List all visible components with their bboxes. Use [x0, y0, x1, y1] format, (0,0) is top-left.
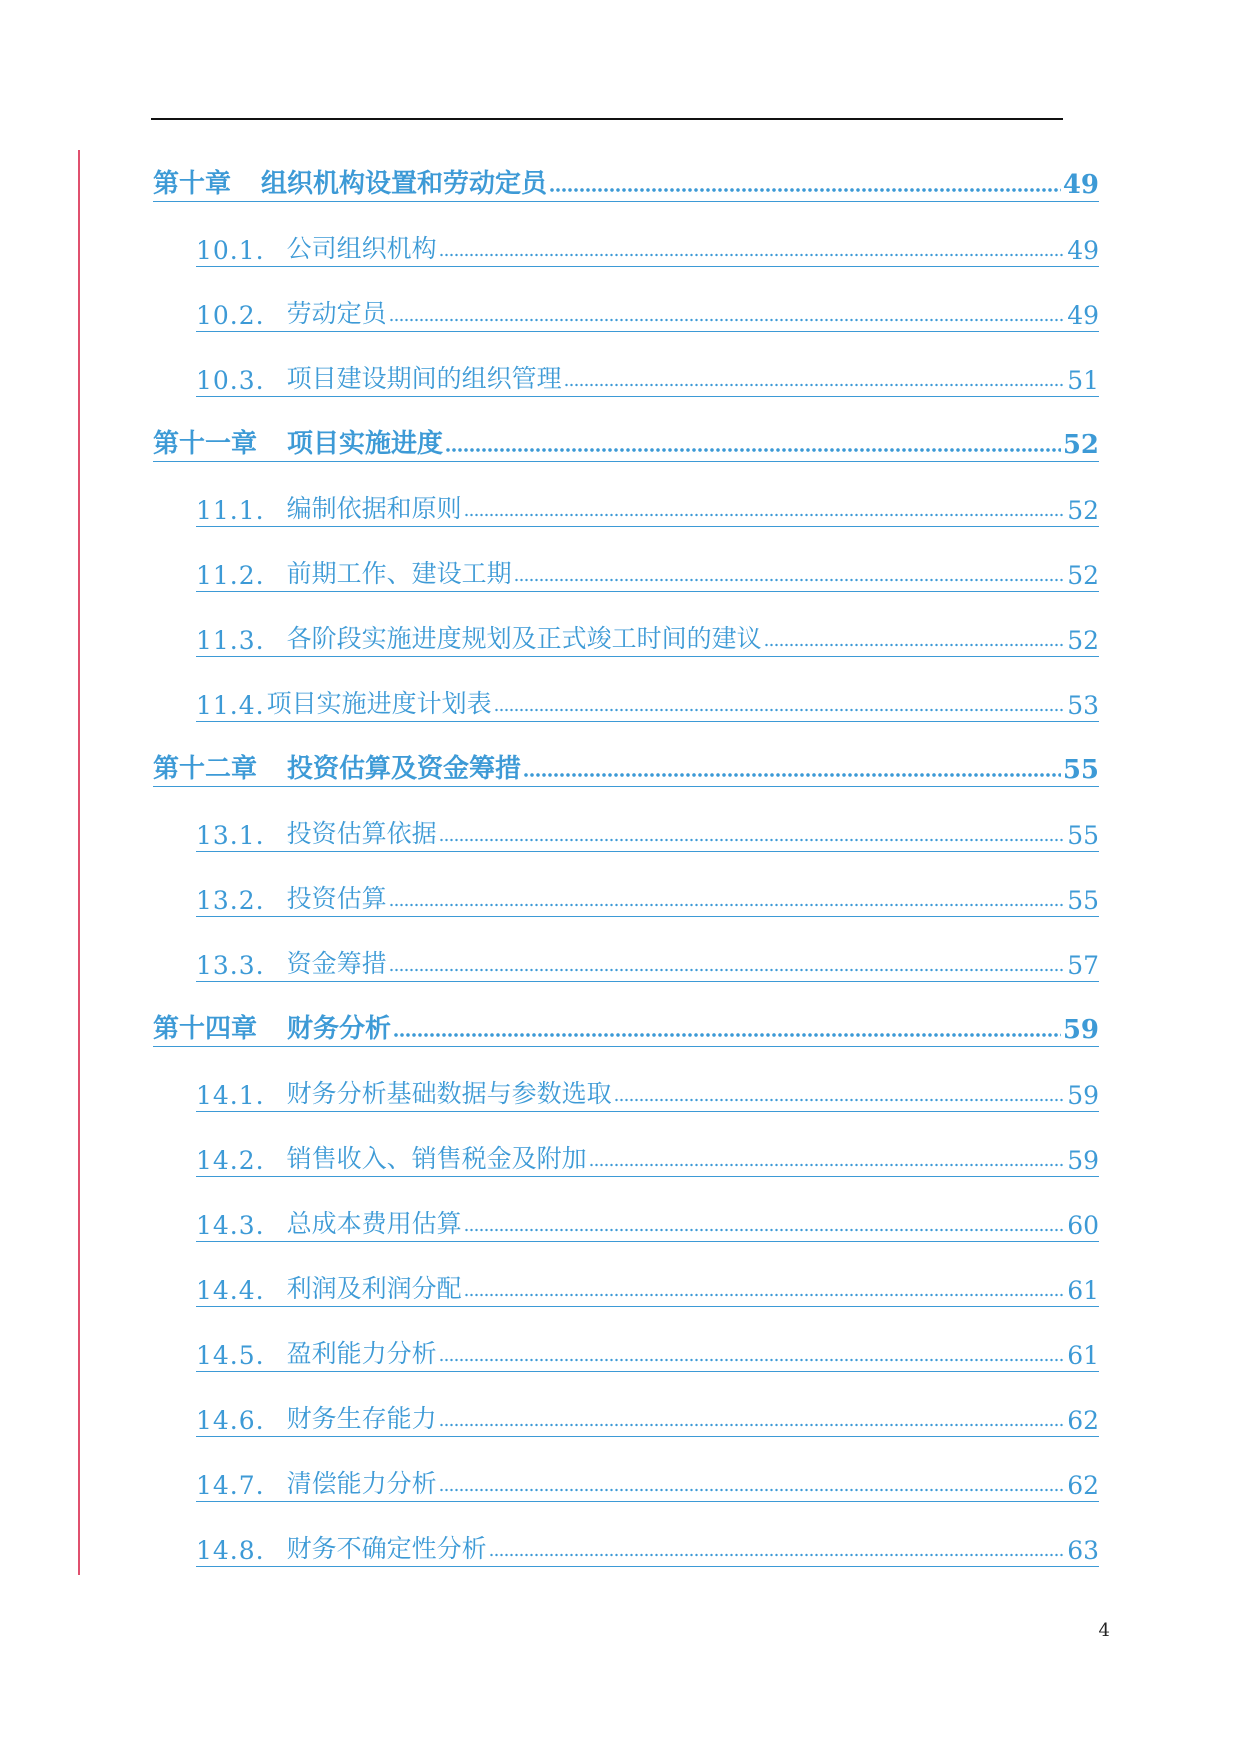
toc-entry-title: 项目建设期间的组织管理: [286, 364, 562, 393]
toc-chapter-11[interactable]: [153, 422, 1099, 462]
toc-entry-number: 10.1.: [196, 236, 265, 265]
toc-entry-number: 11.2.: [196, 561, 265, 590]
toc-entry-number: 14.3.: [196, 1211, 265, 1240]
dot-leader: [439, 1421, 1066, 1429]
toc-entry-number: 第十四章: [153, 1014, 258, 1044]
toc-entry-page: 52: [1067, 626, 1099, 655]
toc-entry-title: 投资估算及资金筹措: [287, 754, 522, 784]
toc-entry-page: 62: [1067, 1471, 1099, 1500]
toc-entry-number: 10.3.: [196, 366, 265, 395]
toc-entry-number: 10.2.: [196, 301, 265, 330]
toc-entry-page: 55: [1067, 821, 1099, 850]
toc-entry-number: 13.1.: [196, 821, 265, 850]
toc-entry-page: 61: [1067, 1276, 1099, 1305]
dot-leader: [389, 316, 1066, 324]
toc-entry-page: 59: [1067, 1146, 1099, 1175]
dot-leader: [549, 186, 1061, 194]
toc-section-14-8[interactable]: [196, 1527, 1099, 1567]
toc-entry-title: 劳动定员: [286, 299, 387, 328]
toc-section-10-3[interactable]: [196, 357, 1099, 397]
toc-entry-number: 14.7.: [196, 1471, 265, 1500]
toc-entry-title: 编制依据和原则: [286, 494, 462, 523]
toc-entry-title: 财务分析: [287, 1014, 392, 1044]
toc-entry-page: 62: [1067, 1406, 1099, 1435]
toc-entry-title: 盈利能力分析: [286, 1339, 437, 1368]
toc-entry-title: 财务不确定性分析: [286, 1534, 487, 1563]
toc-entry-page: 49: [1067, 236, 1099, 265]
toc-entry-title: 总成本费用估算: [286, 1209, 462, 1238]
toc-entry-number: 14.2.: [196, 1146, 265, 1175]
toc-entry-page: 63: [1067, 1536, 1099, 1565]
toc-entry-page: 60: [1067, 1211, 1099, 1240]
dot-leader: [489, 1551, 1066, 1559]
dot-leader: [514, 576, 1066, 584]
toc-section-14-4[interactable]: [196, 1267, 1099, 1307]
toc-entry-title: 项目实施进度: [287, 429, 444, 459]
toc-entry-page: 52: [1067, 496, 1099, 525]
dot-leader: [464, 1291, 1066, 1299]
toc-chapter-14[interactable]: [153, 1007, 1099, 1047]
dot-leader: [389, 901, 1066, 909]
toc-entry-number: 11.1.: [196, 496, 265, 525]
toc-entry-number: 13.3.: [196, 951, 265, 980]
toc-entry-page: 59: [1067, 1081, 1099, 1110]
dot-leader: [439, 836, 1066, 844]
toc-entry-title: 投资估算依据: [286, 819, 437, 848]
toc-entry-title: 利润及利润分配: [286, 1274, 462, 1303]
toc-section-14-5[interactable]: [196, 1332, 1099, 1372]
toc-entry-number: 14.5.: [196, 1341, 265, 1370]
toc-entry-title: 资金筹措: [286, 949, 387, 978]
toc-entry-number: 第十一章: [153, 429, 258, 459]
toc-section-10-2[interactable]: [196, 292, 1099, 332]
toc-entry-number: 14.1.: [196, 1081, 265, 1110]
toc-entry-title: 项目实施进度计划表: [266, 689, 492, 718]
dot-leader: [445, 446, 1061, 454]
toc-section-13-2[interactable]: [196, 877, 1099, 917]
toc-entry-number: 14.8.: [196, 1536, 265, 1565]
toc-entry-title: 公司组织机构: [286, 234, 437, 263]
dot-leader: [564, 381, 1066, 389]
dot-leader: [464, 1226, 1066, 1234]
toc-chapter-10[interactable]: [153, 162, 1099, 202]
toc-section-14-6[interactable]: [196, 1397, 1099, 1437]
toc-entry-number: 11.4.: [196, 691, 265, 720]
dot-leader: [439, 1486, 1066, 1494]
toc-entry-page: 52: [1067, 561, 1099, 590]
toc-entry-page: 59: [1062, 1015, 1099, 1045]
toc-entry-number: 14.4.: [196, 1276, 265, 1305]
toc-entry-title: 财务分析基础数据与参数选取: [286, 1079, 612, 1108]
toc-section-10-1[interactable]: [196, 227, 1099, 267]
toc-section-13-1[interactable]: [196, 812, 1099, 852]
dot-leader: [523, 771, 1061, 779]
dot-leader: [614, 1096, 1066, 1104]
toc-entry-number: 第十章: [153, 169, 232, 199]
toc-section-14-1[interactable]: [196, 1072, 1099, 1112]
page-number: 4: [1098, 1620, 1110, 1641]
toc-entry-page: 53: [1067, 691, 1099, 720]
toc-entry-page: 57: [1067, 951, 1099, 980]
dot-leader: [389, 966, 1066, 974]
dot-leader: [439, 251, 1066, 259]
dot-leader: [589, 1161, 1066, 1169]
toc-section-14-2[interactable]: [196, 1137, 1099, 1177]
toc-chapter-12[interactable]: [153, 747, 1099, 787]
toc-entry-page: 49: [1062, 170, 1099, 200]
toc-entry-page: 61: [1067, 1341, 1099, 1370]
toc-entry-number: 13.2.: [196, 886, 265, 915]
toc-entry-title: 清偿能力分析: [286, 1469, 437, 1498]
toc-entry-title: 组织机构设置和劳动定员: [261, 169, 548, 199]
dot-leader: [464, 511, 1066, 519]
toc-entry-title: 各阶段实施进度规划及正式竣工时间的建议: [286, 624, 762, 653]
toc-entry-title: 前期工作、建设工期: [286, 559, 512, 588]
dot-leader: [764, 641, 1066, 649]
toc-section-11-3[interactable]: [196, 617, 1099, 657]
toc-section-13-3[interactable]: [196, 942, 1099, 982]
toc-section-11-4[interactable]: [196, 682, 1099, 722]
toc-section-11-2[interactable]: [196, 552, 1099, 592]
dot-leader: [439, 1356, 1066, 1364]
toc-entry-number: 11.3.: [196, 626, 265, 655]
toc-entry-page: 51: [1067, 366, 1099, 395]
toc-entry-title: 投资估算: [286, 884, 387, 913]
toc-entry-page: 52: [1062, 430, 1099, 460]
toc-section-11-1[interactable]: [196, 487, 1099, 527]
toc-entry-page: 55: [1067, 886, 1099, 915]
dot-leader: [393, 1031, 1061, 1039]
toc-entry-number: 14.6.: [196, 1406, 265, 1435]
toc-entry-page: 49: [1067, 301, 1099, 330]
dot-leader: [494, 706, 1066, 714]
toc-section-14-7[interactable]: [196, 1462, 1099, 1502]
toc-entry-title: 财务生存能力: [286, 1404, 437, 1433]
toc-entry-title: 销售收入、销售税金及附加: [286, 1144, 587, 1173]
toc-entry-number: 第十二章: [153, 754, 258, 784]
toc-section-14-3[interactable]: [196, 1202, 1099, 1242]
toc-entry-page: 55: [1062, 755, 1099, 785]
